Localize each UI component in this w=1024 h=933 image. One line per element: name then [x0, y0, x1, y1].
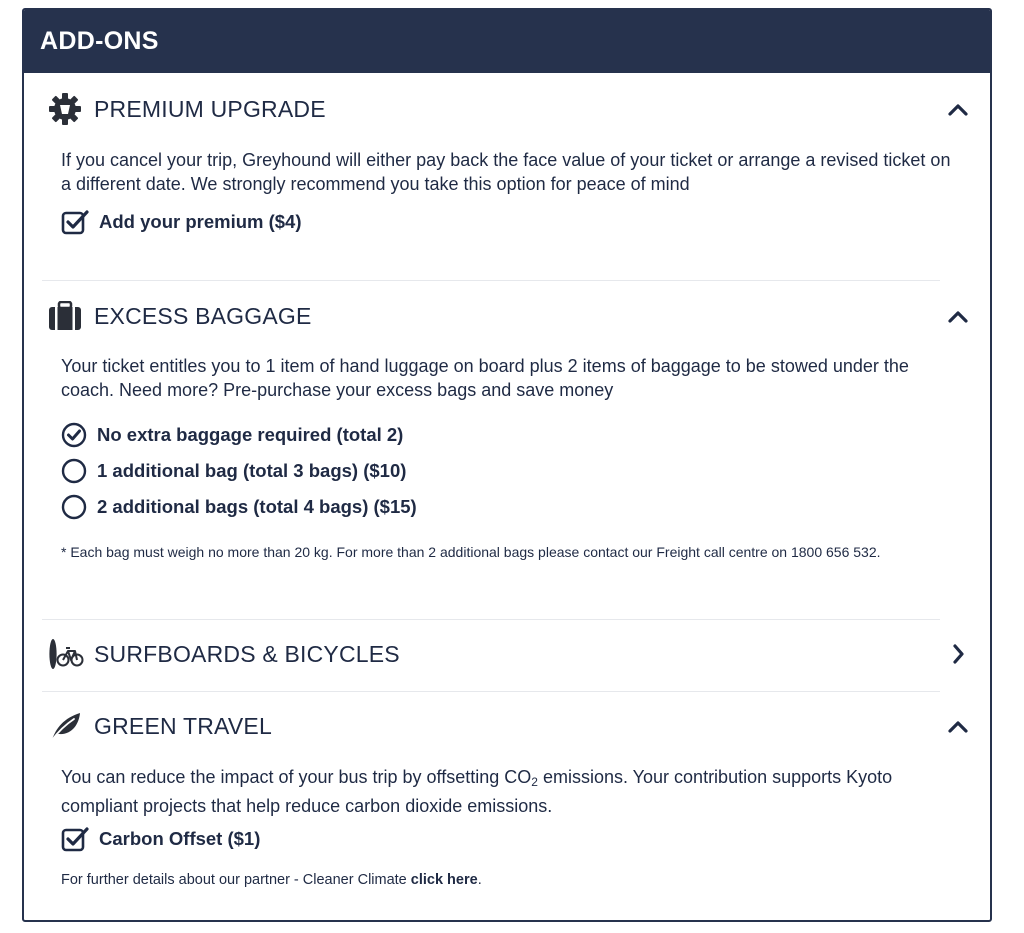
addons-panel [22, 8, 992, 922]
excess-baggage-title: EXCESS BAGGAGE [94, 302, 312, 329]
chevron-up-icon[interactable] [944, 712, 972, 740]
premium-upgrade-title: PREMIUM UPGRADE [94, 95, 326, 122]
radio-unchecked-icon [61, 458, 87, 484]
surfboards-bicycles-title: SURFBOARDS & BICYCLES [94, 640, 400, 667]
checkbox-checked-icon [61, 825, 89, 853]
green-desc-part1: You can reduce the impact of your bus trip by offsetting CO [61, 767, 532, 787]
baggage-option-label: No extra baggage required (total 2) [97, 424, 404, 445]
surfboards-bicycles-header[interactable] [48, 634, 972, 674]
panel-title: ADD-ONS [40, 27, 159, 55]
radio-checked-icon [61, 422, 87, 448]
surfboard-bicycle-icon [48, 637, 84, 671]
excess-baggage-description: Your ticket entitles you to 1 item of hand luggage on board plus 2 items of baggage to be stowed under the coach. Need more? Pre-purchase your excess bags and save money [61, 356, 909, 400]
baggage-option-label: 1 additional bag (total 3 bags) ($10) [97, 460, 407, 481]
green-footer [61, 868, 961, 892]
radio-unchecked-icon [61, 494, 87, 520]
divider [42, 619, 940, 620]
click-here-link[interactable]: click here [410, 872, 478, 888]
carbon-offset-checkbox[interactable] [61, 825, 260, 853]
carbon-offset-label: Carbon Offset ($1) [99, 828, 261, 849]
chevron-right-icon[interactable] [944, 640, 972, 668]
chevron-up-icon[interactable] [944, 95, 972, 123]
add-premium-checkbox[interactable] [61, 208, 302, 236]
green-footer-end: . [477, 872, 482, 888]
chevron-up-icon[interactable] [944, 302, 972, 330]
green-travel-title: GREEN TRAVEL [94, 712, 272, 739]
green-footer-text: For further details about our partner - Cleaner Climate [61, 872, 411, 888]
green-travel-description [61, 765, 961, 818]
premium-upgrade-description: If you cancel your trip, Greyhound will either pay back the face value of your ticket or arrange a revised ticket on a different date. We strongly recommend you take this option for peace of mind [61, 150, 951, 194]
divider [42, 280, 940, 281]
baggage-option-radio[interactable] [61, 422, 403, 448]
gear-badge-icon [48, 92, 84, 126]
baggage-option-label: 2 additional bags (total 4 bags) ($15) [97, 496, 417, 517]
baggage-option-radio[interactable] [61, 458, 406, 484]
panel-header [24, 10, 990, 73]
leaf-icon [48, 709, 84, 743]
green-desc-sub: 2 [531, 775, 538, 789]
add-premium-label: Add your premium ($4) [99, 211, 302, 232]
green-desc-part2: emissions. Your contribution supports Kyoto compliant projects that help reduce carbon dioxide emissions. [61, 767, 893, 816]
checkbox-checked-icon [61, 208, 89, 236]
baggage-option-radio[interactable] [61, 494, 417, 520]
premium-upgrade-header[interactable] [48, 89, 972, 129]
green-travel-header[interactable] [48, 706, 972, 746]
suitcase-icon [48, 299, 84, 333]
baggage-note: * Each bag must weigh no more than 20 kg. For more than 2 additional bags please contact our Freight call centre on 1800 656 532. [61, 544, 881, 560]
excess-baggage-header[interactable] [48, 296, 972, 336]
divider [42, 691, 940, 692]
